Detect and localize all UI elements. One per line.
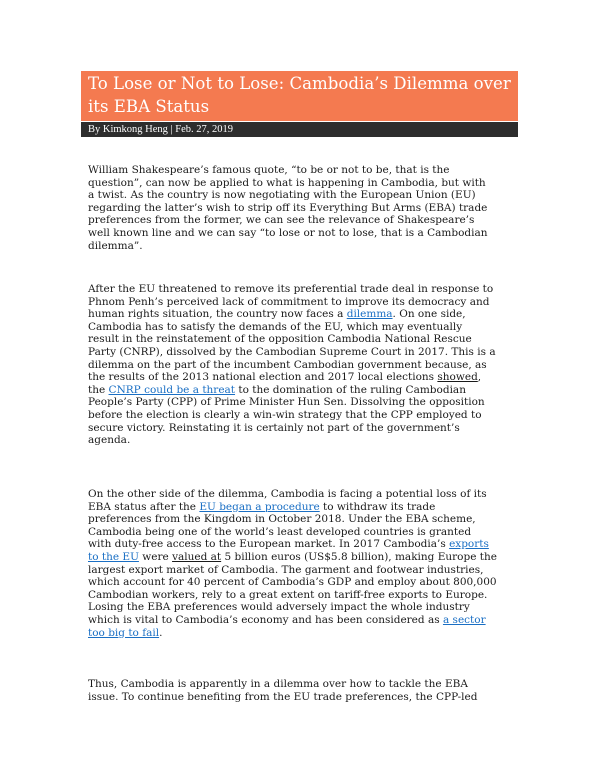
text-fragment: to withdraw its trade [319, 500, 436, 513]
dilemma-link[interactable]: dilemma [346, 308, 393, 321]
article-title-line: To Lose or Not to Lose: Cambodia’s Dilemma over [88, 74, 511, 93]
text-fragment: the [88, 383, 109, 396]
text-fragment: . On one side, [392, 308, 466, 321]
text-line [88, 501, 497, 514]
valued-at-link[interactable]: valued at [172, 550, 222, 563]
text-line: largest export market of Cambodia. The garment and footwear industries, [88, 563, 484, 576]
cnrp-threat-link[interactable]: CNRP could be a threat [108, 383, 236, 396]
paragraph-4 [88, 678, 477, 703]
text-fragment: EBA status after the [88, 500, 200, 513]
text-line: agenda. [88, 434, 131, 447]
text-line: Cambodia has to satisfy the demands of the EU, which may eventually [88, 320, 463, 333]
text-fragment: 5 billion euros (US$5.8 billion), making Europe the [221, 550, 497, 563]
text-line: Cambodia being one of the world’s least developed countries is granted [88, 525, 472, 538]
exports-link[interactable]: exports [449, 538, 489, 551]
text-line: regarding the latter’s wish to strip off its Everything But Arms (EBA) trade [88, 201, 488, 214]
text-line: Cambodian workers, rely to a great extent on tariff-free exports to Europe. [88, 588, 488, 601]
eu-procedure-link[interactable]: EU began a procedure [199, 500, 320, 513]
text-line: People’s Party (CPP) of Prime Minister Hun Sen. Dissolving the opposition [88, 396, 485, 409]
text-line: result in the reinstatement of the opposition Cambodia National Rescue [88, 333, 472, 346]
text-line: before the election is clearly a win-win strategy that the CPP employed to [88, 408, 482, 421]
paragraph-1 [88, 164, 488, 252]
text-line [88, 371, 496, 384]
text-fragment: were [138, 550, 173, 563]
text-line [88, 538, 497, 551]
text-line [88, 551, 497, 564]
text-line: Thus, Cambodia is apparently in a dilemma over how to tackle the EBA [88, 678, 468, 690]
sector-link[interactable]: too big to fail [88, 626, 160, 639]
text-line: issue. To continue benefiting from the EU trade preferences, the CPP-led [88, 690, 478, 703]
paragraph-2 [88, 283, 496, 447]
article-title [88, 72, 513, 118]
text-line: preferences from the former, we can see the relevance of Shakespeare’s [88, 214, 475, 227]
text-line: secure victory. Reinstating it is certainly not part of the government’s [88, 421, 460, 434]
text-line [88, 614, 497, 627]
text-line [88, 384, 496, 397]
text-fragment: , [477, 371, 482, 384]
sector-link[interactable]: a sector [442, 613, 486, 626]
byline: By Kimkong Heng | Feb. 27, 2019 [88, 124, 234, 135]
text-fragment: the results of the 2013 national election and 2017 local elections [88, 371, 438, 384]
text-fragment: human rights situation, the country now faces a [88, 308, 347, 321]
showed-link[interactable]: showed [437, 371, 478, 384]
text-fragment: to the domination of the ruling Cambodian [235, 383, 466, 396]
text-line: a twist. As the country is now negotiating with the European Union (EU) [88, 189, 476, 202]
text-line: dilemma on the part of the incumbent Cambodian government because, as [88, 358, 487, 371]
text-line: William Shakespeare’s famous quote, “to be or not to be, that is the [88, 164, 450, 176]
text-line [88, 308, 496, 321]
text-line: well known line and we can say “to lose or not to lose, that is a Cambodian [88, 226, 488, 239]
text-fragment: which is vital to Cambodia’s economy and has been considered as [88, 613, 443, 626]
text-line: Losing the EBA preferences would adversely impact the whole industry [88, 601, 470, 614]
text-line: which account for 40 percent of Cambodia’s GDP and employ about 800,000 [88, 576, 497, 589]
text-line: dilemma”. [88, 239, 143, 252]
paragraph-3 [88, 488, 497, 639]
exports-link[interactable]: to the EU [88, 550, 139, 563]
text-line [88, 627, 497, 640]
text-line: On the other side of the dilemma, Cambodia is facing a potential loss of its [88, 488, 487, 500]
text-line: Party (CNRP), dissolved by the Cambodian Supreme Court in 2017. This is a [88, 345, 496, 358]
text-fragment: with duty-free access to the European market. In 2017 Cambodia’s [88, 538, 450, 551]
article-title-line: its EBA Status [88, 97, 210, 116]
text-line: preferences from the Kingdom in October 2018. Under the EBA scheme, [88, 513, 476, 526]
text-fragment: . [159, 626, 163, 639]
text-line: question”, can now be applied to what is happening in Cambodia, but with [88, 176, 486, 189]
text-line: Phnom Penh’s perceived lack of commitment to improve its democracy and [88, 295, 490, 308]
text-line: After the EU threatened to remove its preferential trade deal in response to [88, 283, 494, 295]
